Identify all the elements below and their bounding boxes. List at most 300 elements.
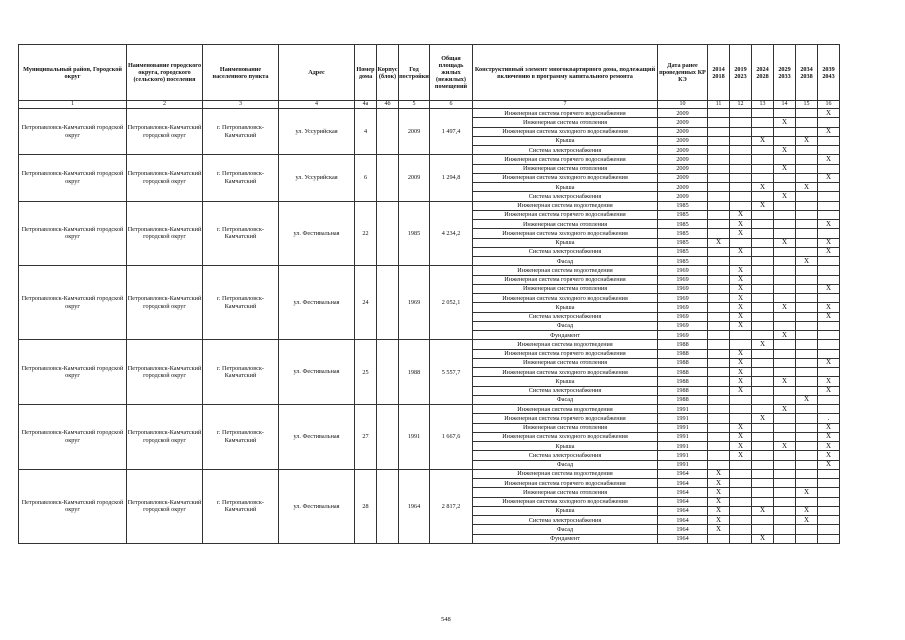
column-number: 11 — [708, 101, 730, 109]
period-mark-cell: X — [818, 109, 840, 118]
period-mark-cell — [818, 210, 840, 219]
area-cell: 4 234,2 — [430, 201, 473, 266]
period-mark-cell — [752, 451, 774, 460]
previous-date-cell: 1969 — [658, 321, 708, 330]
element-name-cell: Инженерная система холодного водоснабжения — [473, 294, 658, 303]
period-mark-cell — [774, 525, 796, 534]
period-mark-cell — [752, 460, 774, 469]
previous-date-cell: 1985 — [658, 220, 708, 229]
year-cell: 1969 — [399, 266, 430, 340]
period-mark-cell — [774, 275, 796, 284]
column-number: 2 — [127, 101, 203, 109]
locality-cell: г. Петропавловск-Камчатский — [203, 266, 279, 340]
period-mark-cell — [752, 321, 774, 330]
block-cell — [377, 340, 399, 405]
year-cell: 1964 — [399, 469, 430, 543]
column-number: 4б — [377, 101, 399, 109]
period-mark-cell — [774, 201, 796, 210]
period-mark-cell — [730, 146, 752, 155]
period-mark-cell — [818, 275, 840, 284]
period-mark-cell — [708, 164, 730, 173]
element-name-cell: Фасад — [473, 321, 658, 330]
element-name-cell: Инженерная система водоотведения — [473, 266, 658, 275]
period-mark-cell — [708, 312, 730, 321]
period-mark-cell — [818, 257, 840, 266]
settlement-cell: Петропавловск-Камчатский городской округ — [127, 405, 203, 470]
period-mark-cell — [796, 229, 818, 238]
period-mark-cell — [796, 451, 818, 460]
column-number: 6 — [430, 101, 473, 109]
period-mark-cell: X — [752, 201, 774, 210]
period-mark-cell — [796, 386, 818, 395]
element-name-cell: Фасад — [473, 525, 658, 534]
period-mark-cell — [752, 386, 774, 395]
element-name-cell: Инженерная система отопления — [473, 118, 658, 127]
period-mark-cell — [796, 275, 818, 284]
period-mark-cell — [752, 405, 774, 414]
period-mark-cell — [752, 146, 774, 155]
previous-date-cell: 1964 — [658, 469, 708, 478]
element-name-cell: Инженерная система водоотведения — [473, 201, 658, 210]
period-mark-cell — [818, 183, 840, 192]
period-mark-cell: X — [708, 488, 730, 497]
previous-date-cell: 2009 — [658, 155, 708, 164]
previous-date-cell: 2009 — [658, 127, 708, 136]
street-cell: ул. Фестивальная — [279, 266, 355, 340]
period-mark-cell — [796, 469, 818, 478]
period-mark-cell — [708, 294, 730, 303]
element-name-cell: Инженерная система водоотведения — [473, 340, 658, 349]
period-mark-cell — [708, 173, 730, 182]
previous-date-cell: 1991 — [658, 405, 708, 414]
period-mark-cell — [752, 266, 774, 275]
period-mark-cell — [752, 155, 774, 164]
period-mark-cell: X — [708, 525, 730, 534]
area-cell: 2 817,2 — [430, 469, 473, 543]
column-number: 12 — [730, 101, 752, 109]
previous-date-cell: 1991 — [658, 451, 708, 460]
period-mark-cell — [796, 405, 818, 414]
period-mark-cell — [818, 192, 840, 201]
header-previous-date: Дата ранее проведенных КР КЭ — [658, 45, 708, 101]
period-mark-cell: X — [752, 534, 774, 543]
table-row — [19, 405, 840, 414]
period-mark-cell: X — [730, 229, 752, 238]
previous-date-cell: 1964 — [658, 497, 708, 506]
element-name-cell: Фасад — [473, 257, 658, 266]
table-row — [19, 340, 840, 349]
period-mark-cell — [818, 201, 840, 210]
period-mark-cell — [752, 358, 774, 367]
element-name-cell: Система электроснабжения — [473, 516, 658, 525]
period-mark-cell: X — [730, 423, 752, 432]
period-mark-cell — [774, 451, 796, 460]
period-mark-cell: X — [818, 423, 840, 432]
period-mark-cell — [796, 497, 818, 506]
period-mark-cell: X — [818, 442, 840, 451]
period-mark-cell — [708, 201, 730, 210]
period-mark-cell — [796, 201, 818, 210]
period-mark-cell — [708, 451, 730, 460]
year-cell: 1988 — [399, 340, 430, 405]
period-mark-cell — [708, 266, 730, 275]
period-mark-cell — [818, 395, 840, 404]
element-name-cell: Инженерная система холодного водоснабжения — [473, 432, 658, 441]
period-mark-cell: X — [730, 220, 752, 229]
period-mark-cell — [774, 312, 796, 321]
element-name-cell: Фасад — [473, 395, 658, 404]
period-mark-cell — [796, 312, 818, 321]
period-mark-cell: X — [752, 506, 774, 515]
period-mark-cell — [752, 303, 774, 312]
previous-date-cell: 2009 — [658, 173, 708, 182]
period-mark-cell: X — [730, 266, 752, 275]
street-cell: ул. Уссурийская — [279, 109, 355, 155]
period-mark-cell — [752, 368, 774, 377]
period-mark-cell — [796, 414, 818, 423]
period-mark-cell — [752, 377, 774, 386]
period-mark-cell — [774, 506, 796, 515]
period-mark-cell — [796, 210, 818, 219]
period-mark-cell: X — [796, 183, 818, 192]
table-body — [19, 109, 840, 544]
period-mark-cell — [796, 321, 818, 330]
period-mark-cell: X — [730, 386, 752, 395]
locality-cell: г. Петропавловск-Камчатский — [203, 340, 279, 405]
period-mark-cell — [796, 173, 818, 182]
house-number-cell: 22 — [355, 201, 377, 266]
period-mark-cell — [730, 469, 752, 478]
column-number: 16 — [818, 101, 840, 109]
element-name-cell: Система электроснабжения — [473, 192, 658, 201]
period-mark-cell: X — [708, 469, 730, 478]
period-mark-cell: X — [818, 238, 840, 247]
period-mark-cell — [796, 294, 818, 303]
element-name-cell: Крыша — [473, 442, 658, 451]
period-mark-cell: X — [796, 488, 818, 497]
previous-date-cell: 1964 — [658, 516, 708, 525]
table-row — [19, 266, 840, 275]
previous-date-cell: 1985 — [658, 257, 708, 266]
district-cell: Петропавловск-Камчатский городской округ — [19, 155, 127, 201]
period-mark-cell — [730, 183, 752, 192]
element-name-cell: Крыша — [473, 136, 658, 145]
block-cell — [377, 405, 399, 470]
element-name-cell: Инженерная система отопления — [473, 423, 658, 432]
locality-cell: г. Петропавловск-Камчатский — [203, 469, 279, 543]
column-number: 7 — [473, 101, 658, 109]
previous-date-cell: 2009 — [658, 118, 708, 127]
header-row — [19, 45, 840, 101]
period-mark-cell — [774, 460, 796, 469]
period-mark-cell — [752, 275, 774, 284]
period-mark-cell — [774, 386, 796, 395]
period-mark-cell — [730, 414, 752, 423]
district-cell: Петропавловск-Камчатский городской округ — [19, 266, 127, 340]
period-mark-cell — [774, 220, 796, 229]
period-mark-cell: X — [730, 303, 752, 312]
year-cell: 1991 — [399, 405, 430, 470]
element-name-cell: Система электроснабжения — [473, 247, 658, 256]
period-mark-cell — [730, 155, 752, 164]
previous-date-cell: 1969 — [658, 312, 708, 321]
period-mark-cell — [752, 127, 774, 136]
period-mark-cell: X — [818, 386, 840, 395]
period-mark-cell — [730, 340, 752, 349]
period-mark-cell — [774, 479, 796, 488]
element-name-cell: Инженерная система водоотведения — [473, 405, 658, 414]
previous-date-cell: 1969 — [658, 303, 708, 312]
header-district: Муниципальный район, Городской округ — [19, 45, 127, 101]
element-name-cell: Фундамент — [473, 331, 658, 340]
period-mark-cell — [708, 414, 730, 423]
block-cell — [377, 266, 399, 340]
period-mark-cell — [774, 414, 796, 423]
column-number: 5 — [399, 101, 430, 109]
house-number-cell: 28 — [355, 469, 377, 543]
period-mark-cell — [730, 192, 752, 201]
previous-date-cell: 2009 — [658, 183, 708, 192]
period-mark-cell: X — [708, 238, 730, 247]
period-mark-cell: X — [730, 368, 752, 377]
element-name-cell: Инженерная система горячего водоснабжения — [473, 210, 658, 219]
period-mark-cell — [708, 220, 730, 229]
header-period-2029: 2029 2033 — [774, 45, 796, 101]
period-mark-cell — [818, 146, 840, 155]
period-mark-cell — [708, 377, 730, 386]
previous-date-cell: 1991 — [658, 442, 708, 451]
table-row — [19, 201, 840, 210]
period-mark-cell — [708, 109, 730, 118]
district-cell: Петропавловск-Камчатский городской округ — [19, 109, 127, 155]
period-mark-cell — [774, 257, 796, 266]
period-mark-cell: X — [774, 442, 796, 451]
period-mark-cell: X — [774, 238, 796, 247]
element-name-cell: Система электроснабжения — [473, 386, 658, 395]
column-number: 4 — [279, 101, 355, 109]
period-mark-cell — [752, 497, 774, 506]
period-mark-cell — [752, 349, 774, 358]
settlement-cell: Петропавловск-Камчатский городской округ — [127, 201, 203, 266]
period-mark-cell — [752, 488, 774, 497]
previous-date-cell: 1985 — [658, 201, 708, 210]
period-mark-cell: X — [774, 192, 796, 201]
period-mark-cell — [752, 118, 774, 127]
previous-date-cell: 1988 — [658, 340, 708, 349]
period-mark-cell — [796, 534, 818, 543]
period-mark-cell — [708, 183, 730, 192]
block-cell — [377, 201, 399, 266]
element-name-cell: Инженерная система отопления — [473, 164, 658, 173]
period-mark-cell — [708, 442, 730, 451]
header-address: Адрес — [279, 45, 355, 101]
period-mark-cell — [818, 118, 840, 127]
period-mark-cell — [730, 516, 752, 525]
period-mark-cell — [774, 136, 796, 145]
period-mark-cell: X — [796, 395, 818, 404]
period-mark-cell: X — [818, 127, 840, 136]
period-mark-cell — [774, 210, 796, 219]
period-mark-cell: X — [818, 312, 840, 321]
column-number: 15 — [796, 101, 818, 109]
period-mark-cell: X — [730, 442, 752, 451]
period-mark-cell — [796, 164, 818, 173]
period-mark-cell — [774, 183, 796, 192]
period-mark-cell — [730, 257, 752, 266]
period-mark-cell: X — [752, 183, 774, 192]
period-mark-cell — [818, 497, 840, 506]
previous-date-cell: 1964 — [658, 534, 708, 543]
capital-repair-table — [18, 44, 840, 544]
period-mark-cell — [708, 349, 730, 358]
area-cell: 1 497,4 — [430, 109, 473, 155]
element-name-cell: Инженерная система холодного водоснабжения — [473, 173, 658, 182]
element-name-cell: Инженерная система горячего водоснабжения — [473, 275, 658, 284]
period-mark-cell — [752, 192, 774, 201]
period-mark-cell: X — [818, 377, 840, 386]
house-number-cell: 4 — [355, 109, 377, 155]
header-settlement: Наименование городского округа, городского (сельского) поселения — [127, 45, 203, 101]
period-mark-cell — [752, 331, 774, 340]
period-mark-cell — [708, 192, 730, 201]
district-cell: Петропавловск-Камчатский городской округ — [19, 201, 127, 266]
period-mark-cell — [730, 201, 752, 210]
element-name-cell: Инженерная система отопления — [473, 358, 658, 367]
previous-date-cell: 2009 — [658, 109, 708, 118]
period-mark-cell: X — [730, 451, 752, 460]
settlement-cell: Петропавловск-Камчатский городской округ — [127, 155, 203, 201]
period-mark-cell — [730, 460, 752, 469]
column-number: 14 — [774, 101, 796, 109]
area-cell: 1 294,8 — [430, 155, 473, 201]
period-mark-cell — [774, 247, 796, 256]
header-year: Год постройки — [399, 45, 430, 101]
period-mark-cell — [708, 423, 730, 432]
period-mark-cell — [708, 136, 730, 145]
block-cell — [377, 109, 399, 155]
period-mark-cell: . — [818, 414, 840, 423]
period-mark-cell — [818, 164, 840, 173]
period-mark-cell — [774, 109, 796, 118]
header-area: Общая площадь жилых (нежилых) помещений — [430, 45, 473, 101]
period-mark-cell — [774, 423, 796, 432]
previous-date-cell: 1988 — [658, 377, 708, 386]
period-mark-cell — [818, 340, 840, 349]
period-mark-cell: X — [774, 331, 796, 340]
period-mark-cell: X — [752, 414, 774, 423]
column-number: 1 — [19, 101, 127, 109]
period-mark-cell — [708, 303, 730, 312]
period-mark-cell — [796, 109, 818, 118]
period-mark-cell: X — [730, 377, 752, 386]
period-mark-cell — [796, 247, 818, 256]
period-mark-cell — [752, 210, 774, 219]
element-name-cell: Крыша — [473, 183, 658, 192]
period-mark-cell — [774, 488, 796, 497]
element-name-cell: Инженерная система холодного водоснабжения — [473, 497, 658, 506]
period-mark-cell — [818, 294, 840, 303]
column-number: 13 — [752, 101, 774, 109]
period-mark-cell — [818, 368, 840, 377]
period-mark-cell: X — [752, 340, 774, 349]
column-number: 10 — [658, 101, 708, 109]
period-mark-cell: X — [730, 294, 752, 303]
period-mark-cell: X — [818, 303, 840, 312]
period-mark-cell — [796, 118, 818, 127]
period-mark-cell: X — [752, 136, 774, 145]
period-mark-cell — [796, 266, 818, 275]
previous-date-cell: 1988 — [658, 368, 708, 377]
period-mark-cell — [708, 331, 730, 340]
element-name-cell: Инженерная система отопления — [473, 284, 658, 293]
period-mark-cell — [708, 146, 730, 155]
period-mark-cell — [752, 238, 774, 247]
element-name-cell: Инженерная система водоотведения — [473, 469, 658, 478]
period-mark-cell — [708, 155, 730, 164]
period-mark-cell: X — [708, 497, 730, 506]
period-mark-cell — [752, 442, 774, 451]
district-cell: Петропавловск-Камчатский городской округ — [19, 469, 127, 543]
period-mark-cell — [818, 506, 840, 515]
period-mark-cell — [752, 516, 774, 525]
period-mark-cell: X — [818, 247, 840, 256]
period-mark-cell — [818, 405, 840, 414]
period-mark-cell — [796, 127, 818, 136]
header-period-2019: 2019 2023 — [730, 45, 752, 101]
period-mark-cell — [774, 321, 796, 330]
previous-date-cell: 1985 — [658, 210, 708, 219]
previous-date-cell: 1964 — [658, 525, 708, 534]
house-number-cell: 25 — [355, 340, 377, 405]
period-mark-cell — [730, 395, 752, 404]
period-mark-cell — [796, 349, 818, 358]
previous-date-cell: 2009 — [658, 192, 708, 201]
period-mark-cell: X — [730, 284, 752, 293]
element-name-cell: Крыша — [473, 238, 658, 247]
period-mark-cell — [730, 136, 752, 145]
street-cell: ул. Фестивальная — [279, 405, 355, 470]
locality-cell: г. Петропавловск-Камчатский — [203, 155, 279, 201]
column-number: 4а — [355, 101, 377, 109]
period-mark-cell — [796, 460, 818, 469]
element-name-cell: Инженерная система отопления — [473, 488, 658, 497]
period-mark-cell: X — [708, 516, 730, 525]
period-mark-cell — [774, 432, 796, 441]
period-mark-cell: X — [796, 516, 818, 525]
period-mark-cell — [818, 349, 840, 358]
element-name-cell: Фасад — [473, 460, 658, 469]
page-number: 548 — [441, 616, 451, 623]
year-cell: 1985 — [399, 201, 430, 266]
previous-date-cell: 1985 — [658, 229, 708, 238]
period-mark-cell: X — [730, 312, 752, 321]
table-row — [19, 469, 840, 478]
period-mark-cell — [796, 238, 818, 247]
period-mark-cell — [730, 534, 752, 543]
element-name-cell: Фундамент — [473, 534, 658, 543]
period-mark-cell: X — [796, 506, 818, 515]
period-mark-cell — [752, 525, 774, 534]
period-mark-cell: X — [796, 257, 818, 266]
period-mark-cell — [774, 155, 796, 164]
previous-date-cell: 1985 — [658, 247, 708, 256]
settlement-cell: Петропавловск-Камчатский городской округ — [127, 469, 203, 543]
street-cell: ул. Фестивальная — [279, 340, 355, 405]
period-mark-cell — [708, 340, 730, 349]
period-mark-cell — [708, 229, 730, 238]
period-mark-cell — [774, 516, 796, 525]
period-mark-cell — [796, 331, 818, 340]
